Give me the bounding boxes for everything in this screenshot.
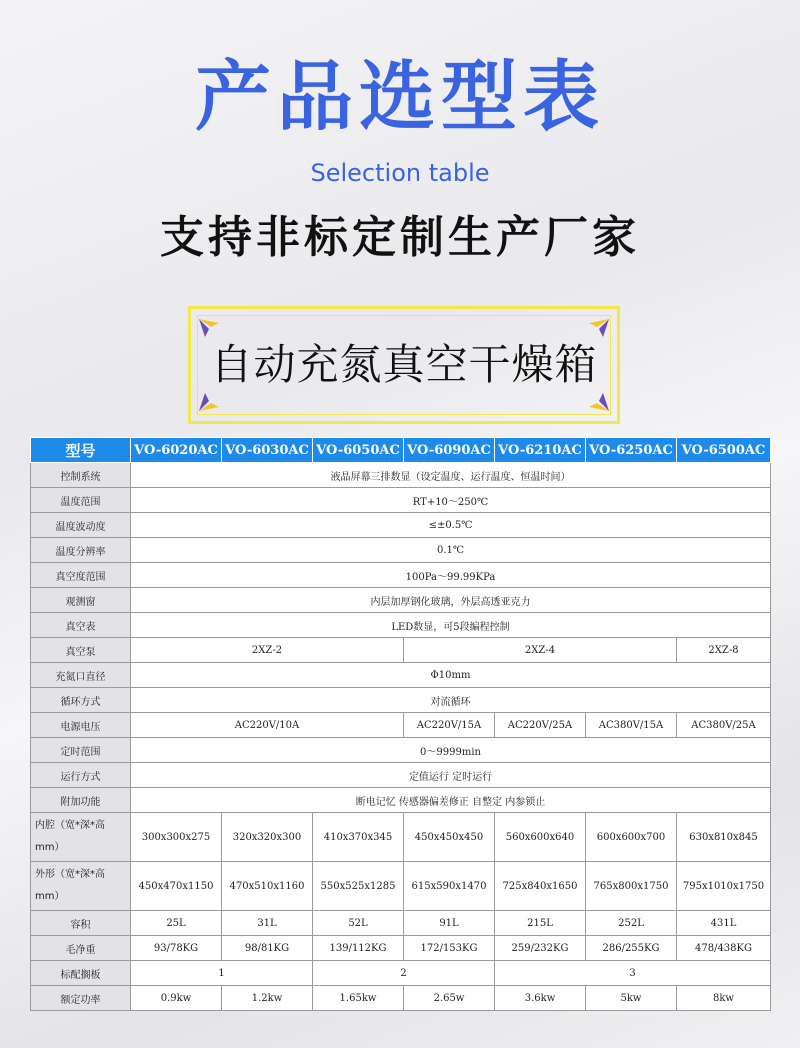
model-header: VO-6050AC <box>313 438 404 463</box>
row-value: 630x810x845 <box>677 813 771 862</box>
type-header: 型号 <box>31 438 131 463</box>
row-value: 2XZ-8 <box>677 638 771 663</box>
row-label: 定时范围 <box>31 738 131 763</box>
row-value: 450x470x1150 <box>131 862 222 911</box>
row-label: 额定功率 <box>31 986 131 1011</box>
row-value: LED数显，可5段编程控制 <box>131 613 771 638</box>
row-value: AC380V/15A <box>586 713 677 738</box>
selection-table <box>30 437 771 1011</box>
row-value: 93/78KG <box>131 936 222 961</box>
row-value: 0.9kw <box>131 986 222 1011</box>
row-label: 容积 <box>31 911 131 936</box>
row-value: 断电记忆 传感器偏差修正 自整定 内参锁止 <box>131 788 771 813</box>
corner-ornament-icon <box>585 391 611 413</box>
row-value: 259/232KG <box>495 936 586 961</box>
table-row <box>31 986 771 1011</box>
row-value: 300x300x275 <box>131 813 222 862</box>
row-value: 液晶屏幕三排数显（设定温度、运行温度、恒温时间） <box>131 463 771 488</box>
row-value: 2XZ-2 <box>131 638 404 663</box>
table-row <box>31 713 771 738</box>
row-label: 循环方式 <box>31 688 131 713</box>
table-row <box>31 488 771 513</box>
row-value: AC380V/25A <box>677 713 771 738</box>
row-label: 温度波动度 <box>31 513 131 538</box>
model-header: VO-6500AC <box>677 438 771 463</box>
product-name-frame <box>188 306 620 424</box>
model-header: VO-6250AC <box>586 438 677 463</box>
product-name: 自动充氮真空干燥箱 <box>210 340 598 389</box>
row-label: 真空泵 <box>31 638 131 663</box>
row-value: 31L <box>222 911 313 936</box>
page-title: 产品选型表 <box>195 52 605 141</box>
table-row <box>31 738 771 763</box>
row-value: 550x525x1285 <box>313 862 404 911</box>
row-label: 标配搁板 <box>31 961 131 986</box>
row-value: 2 <box>313 961 495 986</box>
table-row <box>31 613 771 638</box>
row-value: RT+10～250℃ <box>131 488 771 513</box>
row-value: 3 <box>495 961 771 986</box>
row-value: 1 <box>131 961 313 986</box>
row-label: 毛净重 <box>31 936 131 961</box>
row-value: Φ10mm <box>131 663 771 688</box>
row-label: 真空度范围 <box>31 563 131 588</box>
model-header: VO-6210AC <box>495 438 586 463</box>
row-value: AC220V/15A <box>404 713 495 738</box>
table-row <box>31 936 771 961</box>
row-value: 172/153KG <box>404 936 495 961</box>
row-value: 320x320x300 <box>222 813 313 862</box>
table-row <box>31 911 771 936</box>
table-row <box>31 463 771 488</box>
row-label: 温度范围 <box>31 488 131 513</box>
table-row <box>31 961 771 986</box>
row-label: 附加功能 <box>31 788 131 813</box>
row-value: 2.65w <box>404 986 495 1011</box>
row-label: 内腔（宽*深*高mm） <box>31 813 131 862</box>
table-row <box>31 862 771 911</box>
row-value: 795x1010x1750 <box>677 862 771 911</box>
row-label: 真空表 <box>31 613 131 638</box>
row-value: ≤±0.5℃ <box>131 513 771 538</box>
row-value: 215L <box>495 911 586 936</box>
table-header-row <box>31 438 771 463</box>
row-label: 电源电压 <box>31 713 131 738</box>
row-value: 478/438KG <box>677 936 771 961</box>
corner-ornament-icon <box>197 317 223 339</box>
table-row <box>31 763 771 788</box>
row-value: 91L <box>404 911 495 936</box>
row-value: 对流循环 <box>131 688 771 713</box>
model-header: VO-6020AC <box>131 438 222 463</box>
tagline: 支持非标定制生产厂家 <box>160 212 640 263</box>
table-row <box>31 513 771 538</box>
row-value: 2XZ-4 <box>404 638 677 663</box>
row-value: 98/81KG <box>222 936 313 961</box>
row-value: 252L <box>586 911 677 936</box>
table-row <box>31 788 771 813</box>
row-value: 615x590x1470 <box>404 862 495 911</box>
row-value: 内层加厚钢化玻璃，外层高透亚克力 <box>131 588 771 613</box>
row-value: 431L <box>677 911 771 936</box>
row-value: 1.65kw <box>313 986 404 1011</box>
row-value: 3.6kw <box>495 986 586 1011</box>
row-label: 控制系统 <box>31 463 131 488</box>
table-row <box>31 813 771 862</box>
row-label: 温度分辨率 <box>31 538 131 563</box>
row-value: AC220V/25A <box>495 713 586 738</box>
row-label: 充氮口直径 <box>31 663 131 688</box>
row-label: 外形（宽*深*高mm） <box>31 862 131 911</box>
row-value: AC220V/10A <box>131 713 404 738</box>
corner-ornament-icon <box>197 391 223 413</box>
row-label: 运行方式 <box>31 763 131 788</box>
row-value: 1.2kw <box>222 986 313 1011</box>
table-row <box>31 563 771 588</box>
row-value: 560x600x640 <box>495 813 586 862</box>
row-value: 0～9999min <box>131 738 771 763</box>
page-subtitle: Selection table <box>310 159 490 187</box>
table-row <box>31 688 771 713</box>
row-value: 52L <box>313 911 404 936</box>
row-value: 286/255KG <box>586 936 677 961</box>
row-value: 100Pa～99.99KPa <box>131 563 771 588</box>
row-value: 765x800x1750 <box>586 862 677 911</box>
row-value: 600x600x700 <box>586 813 677 862</box>
row-value: 定值运行 定时运行 <box>131 763 771 788</box>
row-value: 139/112KG <box>313 936 404 961</box>
row-value: 5kw <box>586 986 677 1011</box>
row-value: 25L <box>131 911 222 936</box>
model-header: VO-6090AC <box>404 438 495 463</box>
row-label: 观测窗 <box>31 588 131 613</box>
model-header: VO-6030AC <box>222 438 313 463</box>
table-row <box>31 638 771 663</box>
corner-ornament-icon <box>585 317 611 339</box>
row-value: 410x370x345 <box>313 813 404 862</box>
table-row <box>31 663 771 688</box>
table-row <box>31 538 771 563</box>
row-value: 725x840x1650 <box>495 862 586 911</box>
row-value: 450x450x450 <box>404 813 495 862</box>
row-value: 470x510x1160 <box>222 862 313 911</box>
row-value: 0.1℃ <box>131 538 771 563</box>
table-row <box>31 588 771 613</box>
row-value: 8kw <box>677 986 771 1011</box>
